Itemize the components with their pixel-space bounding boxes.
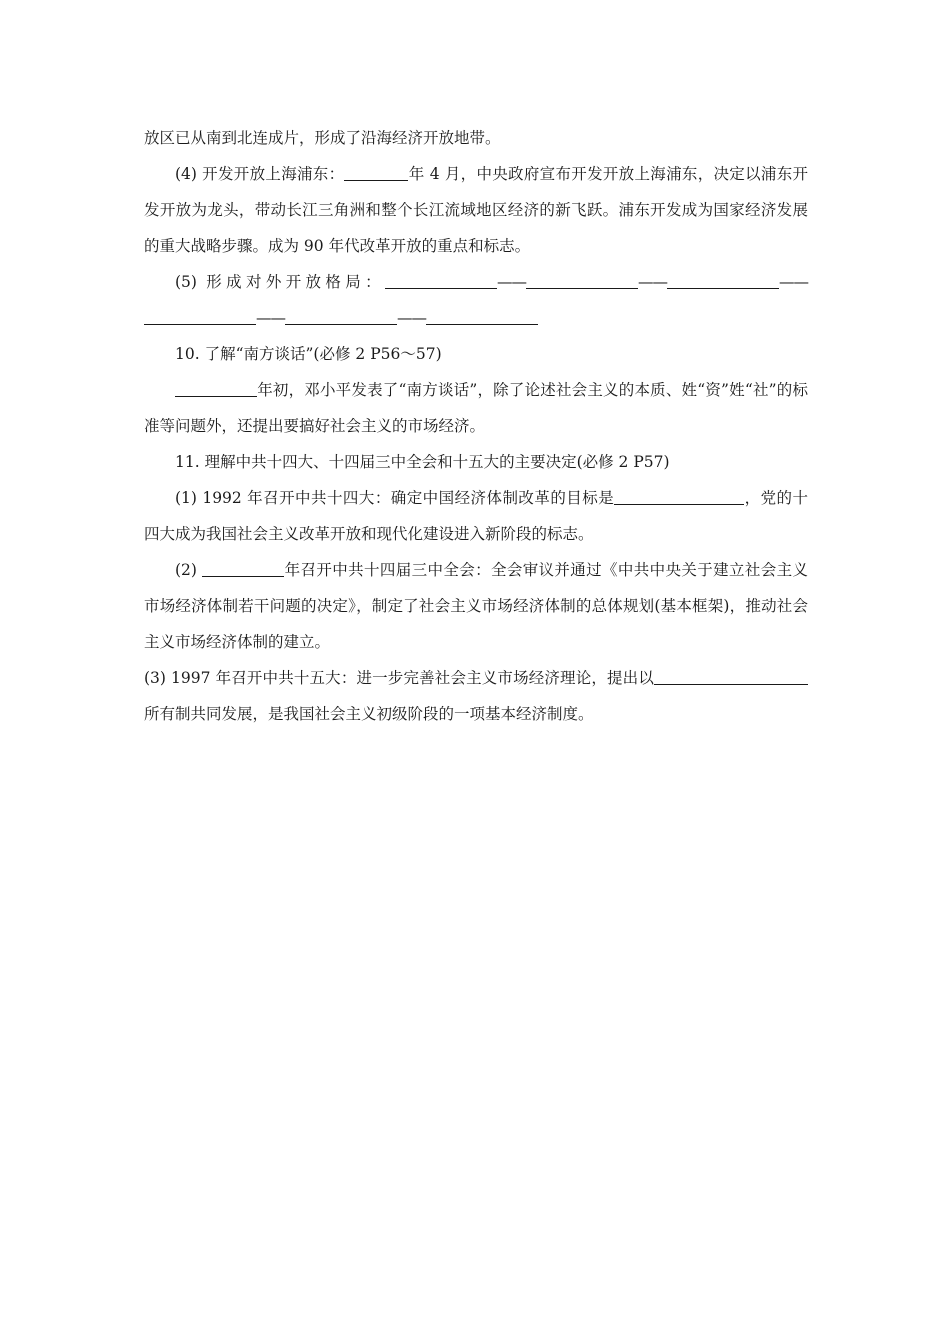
paragraph-third-plenum — [144, 552, 808, 660]
paragraph-opening-pattern — [144, 264, 808, 336]
item-prefix: (1) 1992 年召开中共十四大：确定中国经济体制改革的目标是 — [175, 489, 615, 507]
separator: —— — [256, 309, 285, 327]
fill-blank-3[interactable] — [667, 272, 779, 289]
paragraph-text: 年初，邓小平发表了“南方谈话”，除了论述社会主义的本质、姓“资”姓“社”的标准等问题外，还提出要搞好社会主义的市场经济。 — [144, 381, 808, 435]
document-body — [144, 120, 808, 732]
paragraph-15th-congress — [144, 660, 808, 732]
paragraph-text: 年 4 月，中央政府宣布开发开放上海浦东，决定以浦东开发开放为龙头，带动长江三角洲和整个长江流域地区经济的新飞跃。浦东开发成为国家经济发展的重大战略步骤。成为 90 年代改革开放的重点和标志。 — [144, 165, 809, 255]
separator: —— — [779, 273, 808, 291]
fill-blank-ownership[interactable] — [654, 668, 808, 685]
paragraph-text: 放区已从南到北连成片，形成了沿海经济开放地带。 — [144, 129, 501, 147]
item-prefix: (5) 形成对外开放格局： — [175, 273, 385, 291]
fill-blank-5[interactable] — [285, 308, 397, 325]
paragraph-pudong — [144, 156, 808, 264]
paragraph-14th-congress — [144, 480, 808, 552]
fill-blank-4[interactable] — [144, 308, 256, 325]
fill-blank-year[interactable] — [175, 380, 257, 397]
section-heading-text: 10. 了解“南方谈话”(必修 2 P56～57) — [175, 345, 442, 363]
section-heading-11 — [144, 444, 808, 480]
paragraph-text: 所有制共同发展，是我国社会主义初级阶段的一项基本经济制度。 — [144, 705, 594, 723]
paragraph-open-zone — [144, 120, 808, 156]
item-prefix: (2) — [175, 561, 203, 579]
paragraph-southern-talk — [144, 372, 808, 444]
item-prefix: (3) 1997 年召开中共十五大：进一步完善社会主义市场经济理论，提出以 — [144, 669, 654, 687]
fill-blank-6[interactable] — [426, 308, 538, 325]
fill-blank-goal[interactable] — [614, 488, 744, 505]
fill-blank-year[interactable] — [344, 164, 408, 181]
paragraph-text: ，党的十四大成为我国社会主义改革开放和现代化建设进入新阶段的标志。 — [144, 489, 808, 543]
section-heading-10 — [144, 336, 808, 372]
separator: —— — [638, 273, 667, 291]
separator: —— — [497, 273, 526, 291]
fill-blank-year[interactable] — [202, 560, 284, 577]
separator: —— — [397, 309, 426, 327]
item-prefix: (4) 开发开放上海浦东： — [175, 165, 345, 183]
fill-blank-2[interactable] — [526, 272, 638, 289]
paragraph-text: 年召开中共十四届三中全会：全会审议并通过《中共中央关于建立社会主义市场经济体制若干问题的决定》，制定了社会主义市场经济体制的总体规划(基本框架)，推动社会主义市场经济体制的建立。 — [144, 561, 808, 651]
section-heading-text: 11. 理解中共十四大、十四届三中全会和十五大的主要决定(必修 2 P57) — [175, 453, 670, 471]
fill-blank-1[interactable] — [385, 272, 497, 289]
